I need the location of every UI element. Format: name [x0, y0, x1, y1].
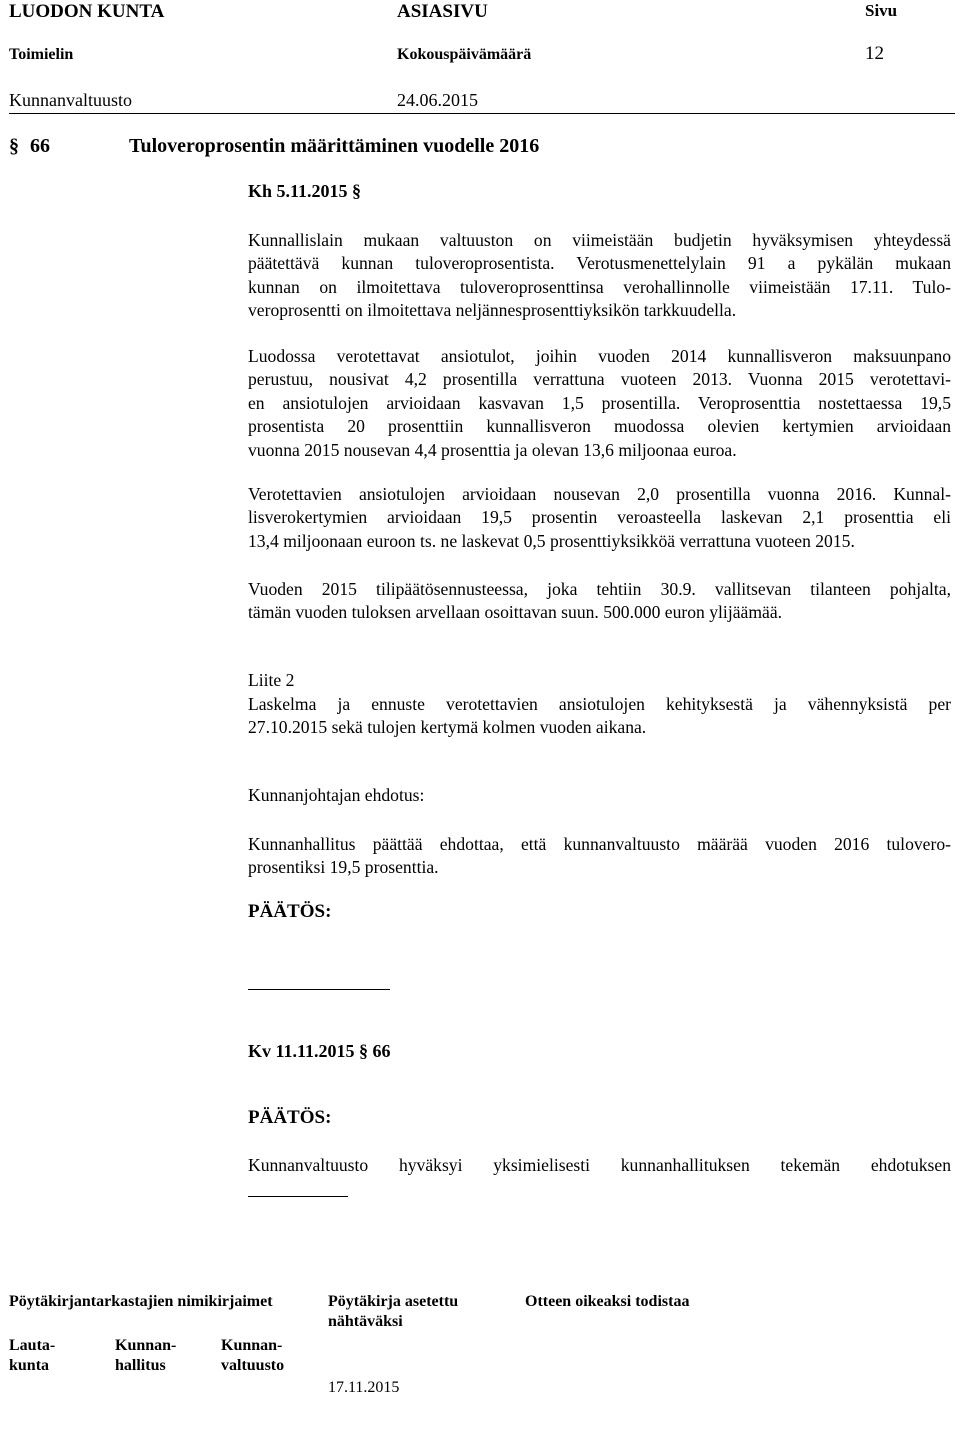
text-line: prosentiksi 19,5 prosenttia. — [248, 857, 439, 878]
footer-col-line: Lauta- — [9, 1337, 56, 1354]
text-line: Verotettavien ansiotulojen arvioidaan nousevan 2,0 prosentilla vuonna 2016. Kunnal- — [248, 484, 951, 504]
text-line: päätettävä kunnan tuloveroprosentista. Verotusmenettelylain 91 a pykälän mukaan — [248, 253, 951, 274]
kh-reference: Kh 5.11.2015 § — [248, 181, 362, 201]
attachment-label: Liite 2 — [248, 670, 295, 690]
footer-col-line: valtuusto — [221, 1357, 285, 1374]
text-line: kunnan on ilmoitettava tuloveroprosenttinsa verohallinnolle viimeistään 17.11. Tulo- — [248, 276, 951, 297]
text-line: tämän vuoden tuloksen arvellaan osoittavan suun. 500.000 euron ylijäämää. — [248, 602, 783, 623]
meeting-date: 24.06.2015 — [397, 90, 478, 110]
kv-decision-label: PÄÄTÖS: — [248, 1107, 332, 1128]
text-line: Kunnallislain mukaan valtuuston on viimeistään budjetin hyväksymisen yhteydessä — [248, 230, 951, 250]
org-name: LUODON KUNTA — [9, 1, 165, 22]
text-line: perustuu, nousivat 4,2 prosentilla verrattuna vuoteen 2013. Vuonna 2015 verotettavi- — [248, 369, 951, 390]
kh-decision-label: PÄÄTÖS: — [248, 901, 332, 922]
footer-posted-label-line: nähtäväksi — [328, 1313, 403, 1330]
text-line: 27.10.2015 sekä tulojen kertymä kolmen vuoden aikana. — [248, 717, 647, 738]
meeting-date-label: Kokouspäivämäärä — [397, 46, 532, 63]
section-heading — [9, 135, 540, 158]
footer-posted-label — [328, 1292, 458, 1332]
footer-col-line: kunta — [9, 1357, 50, 1374]
footer-certified-label: Otteen oikeaksi todistaa — [525, 1293, 690, 1310]
text-line: Kunnanvaltuusto hyväksyi yksimielisesti kunnanhallituksen tekemän ehdotuksen — [248, 1155, 951, 1175]
page-label: Sivu — [865, 1, 898, 20]
kh-separator-line — [248, 989, 390, 990]
text-line: 13,4 miljoonaan euroon ts. ne laskevat 0,5 prosenttiyksikköä verrattuna vuoteen 2015. — [248, 530, 855, 551]
footer-initials-label: Pöytäkirjantarkastajien nimikirjaimet — [9, 1293, 273, 1310]
text-line: Luodossa verotettavat ansiotulot, joihin vuoden 2014 kunnallisveron maksuunpano — [248, 346, 951, 366]
section-symbol: § — [9, 135, 19, 157]
kh-paragraph-3 — [248, 483, 951, 553]
section-title: Tuloveroprosentin määrittäminen vuodelle 2016 — [129, 135, 540, 157]
footer-col-line: Kunnan- — [115, 1337, 177, 1354]
kv-separator-line — [248, 1196, 348, 1197]
body-name: Kunnanvaltuusto — [9, 90, 132, 110]
kh-paragraph-2 — [248, 345, 951, 462]
footer-col-line: hallitus — [115, 1357, 166, 1374]
footer-col-council — [221, 1336, 284, 1376]
kh-paragraph-4 — [248, 578, 951, 625]
footer-posted-date: 17.11.2015 — [328, 1379, 400, 1396]
text-line: Kunnanhallitus päättää ehdottaa, että kunnanvaltuusto määrää vuoden 2016 tulovero- — [248, 834, 951, 854]
document-type: ASIASIVU — [397, 1, 488, 22]
text-line: Vuoden 2015 tilipäätösennusteessa, joka tehtiin 30.9. vallitsevan tilanteen pohjalta, — [248, 579, 951, 599]
kh-paragraph-1 — [248, 229, 951, 323]
proposal-text — [248, 833, 951, 880]
proposal-label: Kunnanjohtajan ehdotus: — [248, 785, 425, 805]
text-line: veroprosentti on ilmoitettava neljännesprosenttiyksikön tarkkuudella. — [248, 300, 737, 321]
text-line: prosentista 20 prosenttiin kunnallisveron muodossa olevien kertymien arvioidaan — [248, 416, 951, 437]
body-label: Toimielin — [9, 46, 74, 63]
footer-col-line: Kunnan- — [221, 1337, 283, 1354]
page-number: 12 — [865, 43, 884, 64]
kv-reference: Kv 11.11.2015 § 66 — [248, 1041, 391, 1061]
footer-col-board — [9, 1336, 55, 1376]
attachment-text — [248, 693, 951, 740]
text-line: lisverokertymien arvioidaan 19,5 prosentin veroasteella laskevan 2,1 prosenttia eli — [248, 507, 951, 528]
footer-posted-label-line: Pöytäkirja asetettu — [328, 1293, 459, 1310]
text-line: en ansiotulojen arvioidaan kasvavan 1,5 prosentilla. Veroprosenttia nostettaessa 19,5 — [248, 392, 951, 413]
header-rule — [9, 113, 955, 114]
footer-col-municipal-board — [115, 1336, 176, 1376]
kv-decision-text — [248, 1154, 951, 1177]
text-line: vuonna 2015 nousevan 4,4 prosenttia ja olevan 13,6 miljoonaa euroa. — [248, 439, 737, 460]
text-line: Laskelma ja ennuste verotettavien ansiotulojen kehityksestä ja vähennyksistä per — [248, 694, 951, 714]
section-number: 66 — [30, 135, 50, 157]
